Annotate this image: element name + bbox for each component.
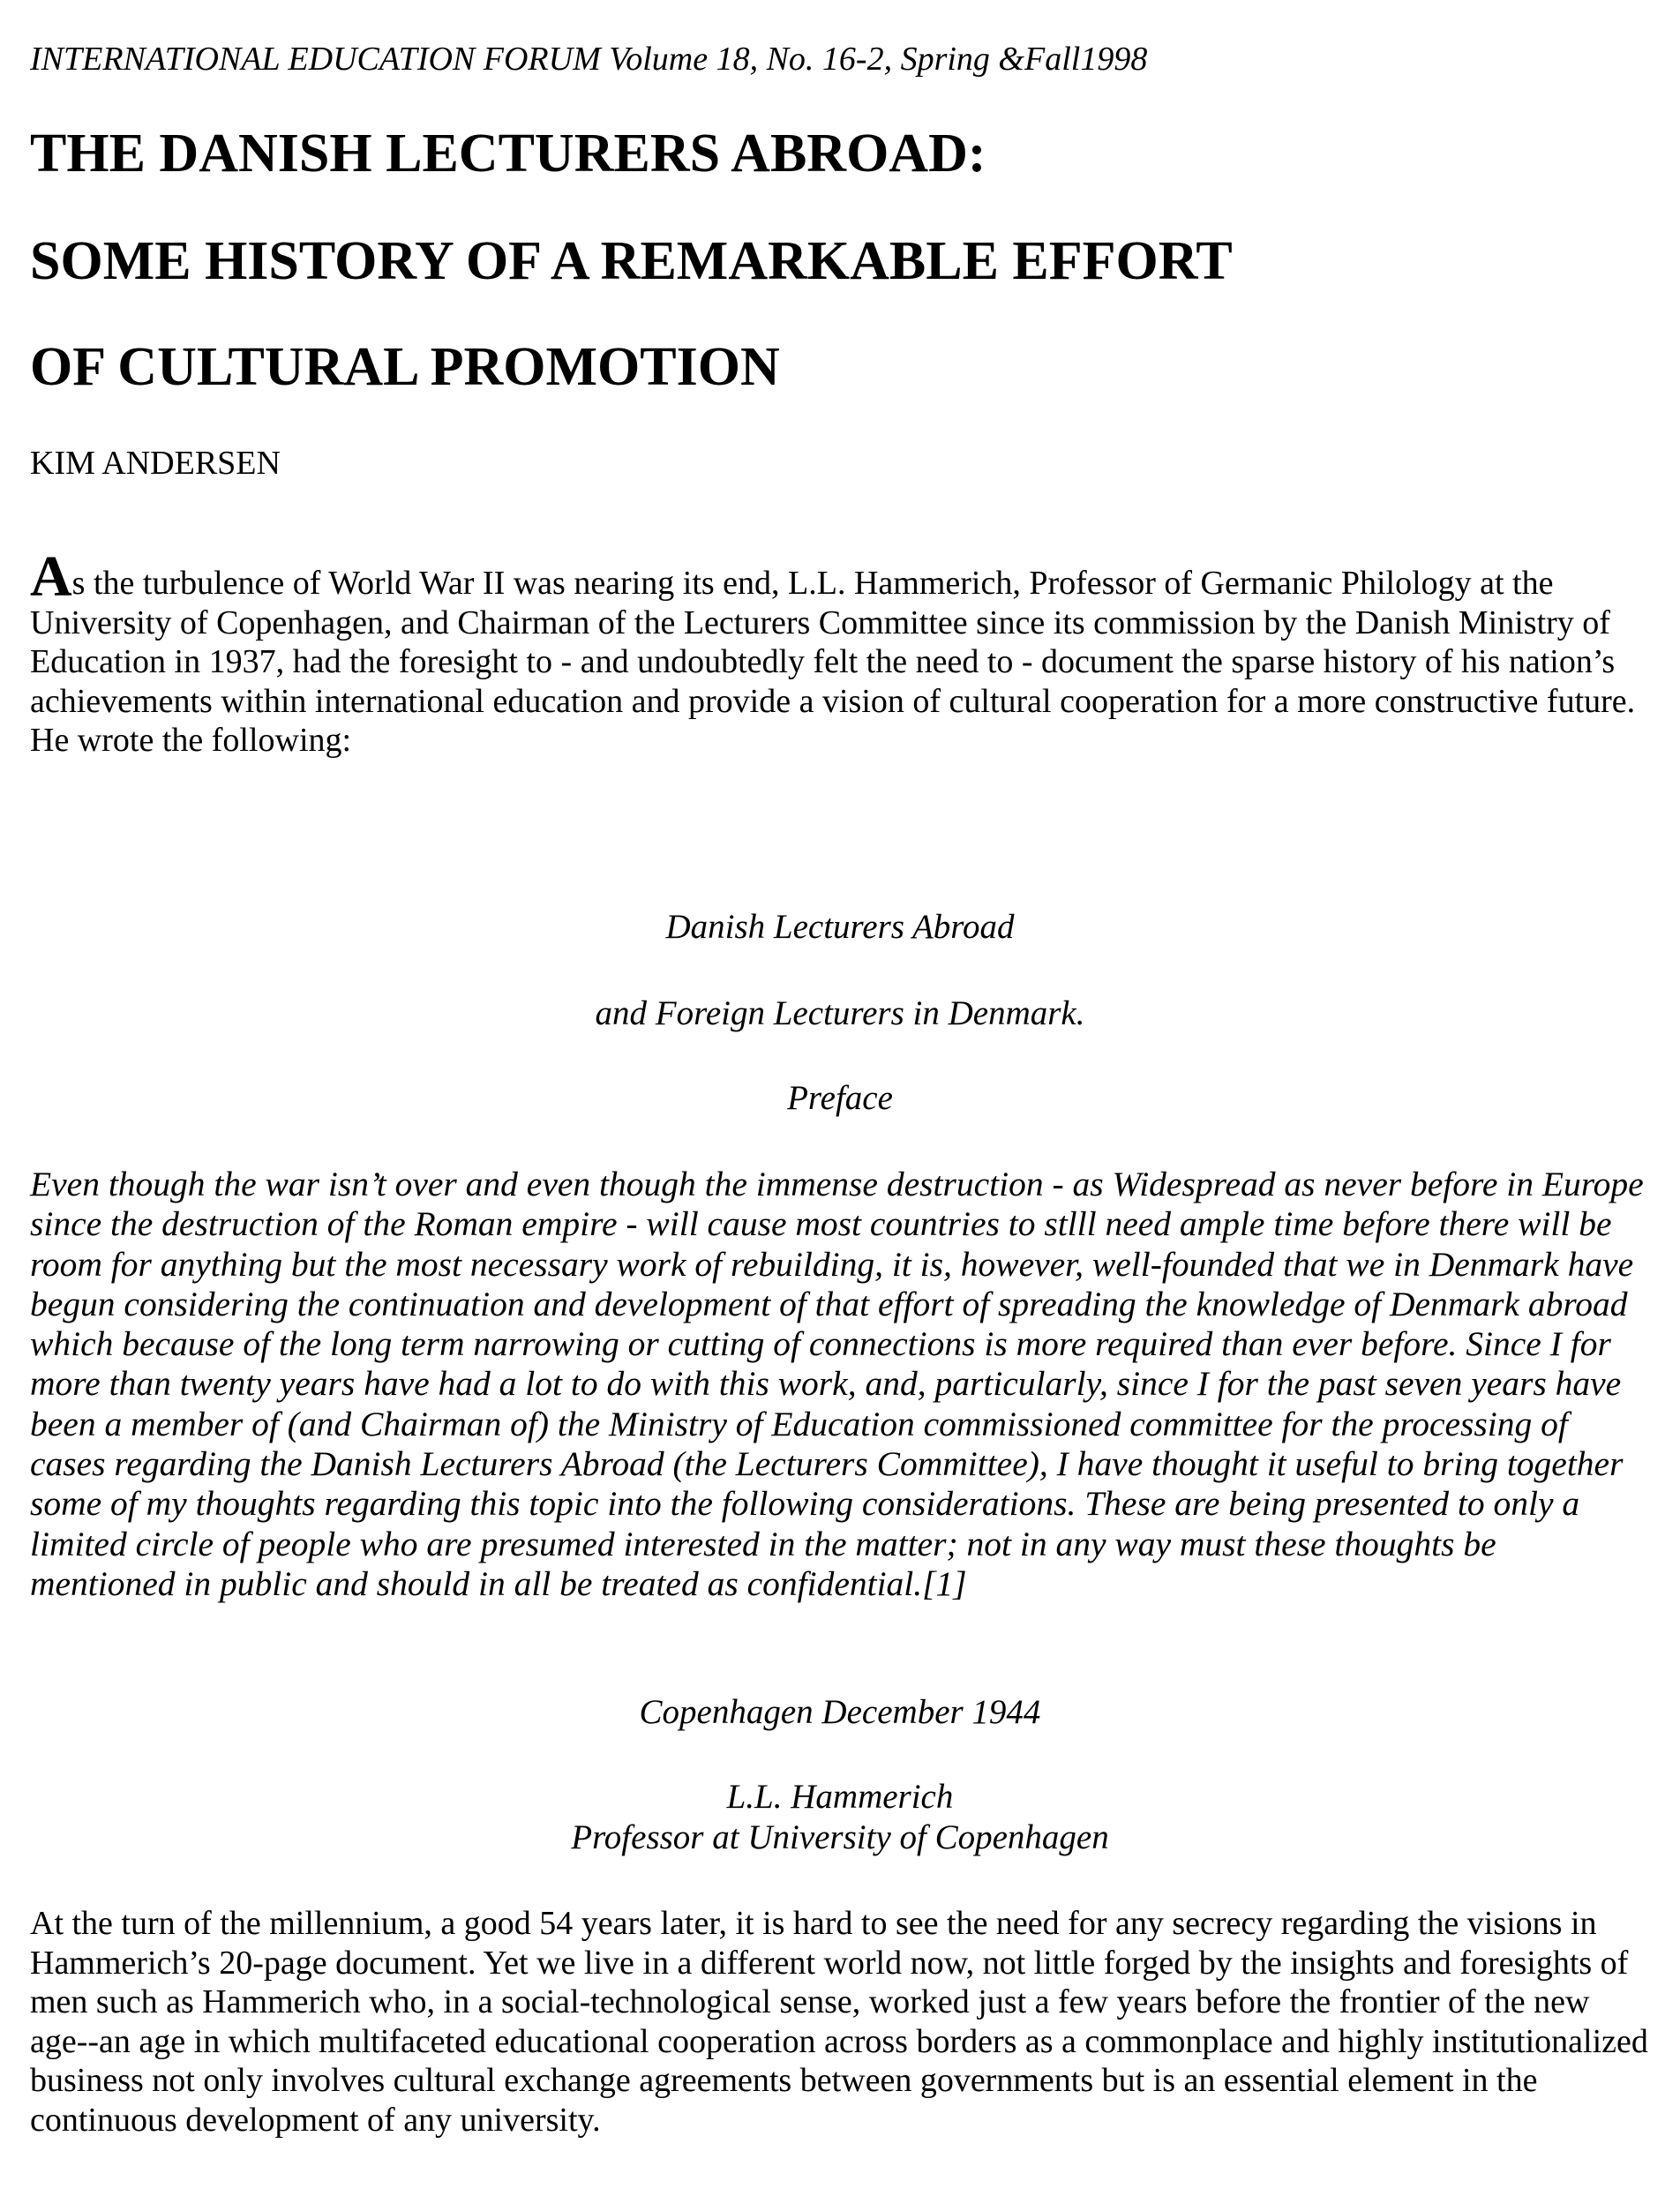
intro-text: s the turbulence of World War II was nearing its end, L.L. Hammerich, Professor of Germanic Philology at the University of Copenhagen, and Chairman of the Lecturers Committee since its commission by the Danish Ministry of Education in 1937, had the foresight to - and undoubtedly felt the need to - document the sparse history of his nation’s achievements within international education and provide a vision of cultural cooperation for a more constructive future. He wrote the following:	[30, 565, 1636, 759]
author-name: KIM ANDERSEN	[30, 445, 281, 482]
closing-paragraph: At the turn of the millennium, a good 54 years later, it is hard to see the need for any secrecy regarding the visions in Hammerich’s 20-page document. Yet we live in a different world now, not little forged by the insights and foresights of men such as Hammerich who, in a social-technological sense, worked just a few years before the frontier of the new age--an age in which multifaceted educational cooperation across borders as a commonplace and highly institutionalized business not only involves cultural exchange agreements between governments but is an essential element in the continuous development of any university.	[30, 1905, 1648, 2139]
intro-paragraph	[30, 544, 1650, 761]
drop-cap: A	[30, 544, 72, 609]
signature-name: L.L. Hammerich	[726, 1778, 954, 1816]
article-title-line-2: SOME HISTORY OF A REMARKABLE EFFORT	[30, 231, 1233, 291]
preface-text: Even though the war isn’t over and even though the immense destruction - as Widespread as never before in Europe since the destruction of the Roman empire - will cause most countries to stlll need ample time before there will be room for anything but the most necessary work of rebuilding, it is, however, well-founded that we in Denmark have begun considering the continuation and development of that effort of spreading the knowledge of Denmark abroad which because of the long term narrowing or cutting of connections is more required than ever before. Since I for more than twenty years have had a lot to do with this work, and, particularly, since I for the past seven years have been a member of (and Chairman of) the Ministry of Education commissioned committee for the processing of cases regarding the Danish Lecturers Abroad (the Lecturers Committee), I have thought it useful to bring together some of my thoughts regarding this topic into the following considerations. These are being presented to only a limited circle of people who are presumed interested in the matter; not in any way must these thoughts be mentioned in public and should in all be treated as confidential.[1]	[30, 1165, 1644, 1603]
journal-header: INTERNATIONAL EDUCATION FORUM Volume 18, No. 16-2, Spring &Fall1998	[30, 41, 1148, 78]
signature-title: Professor at University of Copenhagen	[571, 1818, 1109, 1856]
preface-heading: Preface	[787, 1079, 893, 1117]
quote-title-line-1: Danish Lecturers Abroad	[665, 908, 1015, 946]
place-date: Copenhagen December 1944	[639, 1693, 1041, 1731]
article-title-line-3: OF CULTURAL PROMOTION	[30, 337, 780, 397]
article-title-line-1: THE DANISH LECTURERS ABROAD:	[30, 124, 986, 184]
quote-title-line-2: and Foreign Lecturers in Denmark.	[595, 994, 1085, 1032]
